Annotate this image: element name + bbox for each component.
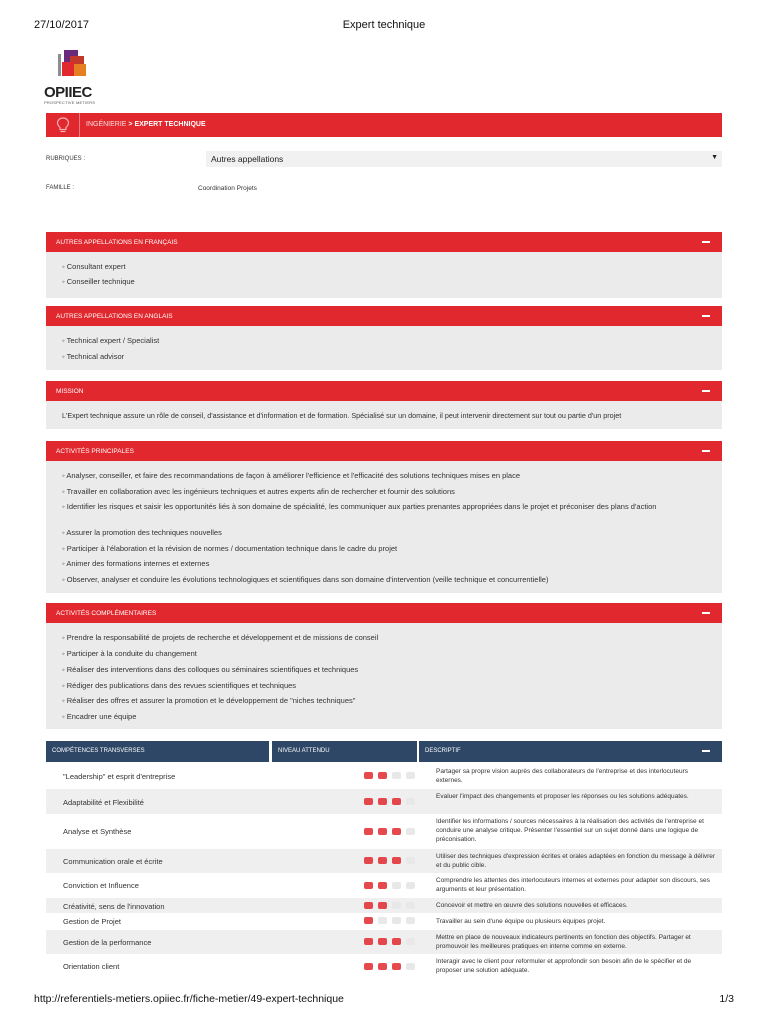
list-item: ◦ Technical expert / Specialist — [62, 336, 160, 345]
level-dot-empty — [406, 938, 415, 945]
table-row — [46, 930, 722, 954]
collapse-icon[interactable] — [702, 241, 710, 243]
level-indicator — [318, 772, 378, 779]
breadcrumb-parent-link[interactable]: INGÉNIERIE — [86, 121, 127, 128]
famille-label: FAMILLE : — [46, 185, 75, 191]
list-item: ◦ Participer à l'élaboration et la révision de normes / documentation technique dans le cadre du projet — [62, 544, 398, 553]
level-dot-filled — [378, 828, 387, 835]
list-item: ◦ Rédiger des publications dans des revues scientifiques et techniques — [62, 681, 297, 690]
level-indicator — [318, 963, 378, 970]
collapse-icon[interactable] — [702, 450, 710, 452]
level-dot-filled — [364, 963, 373, 970]
section-title: AUTRES APPELLATIONS EN FRANÇAIS — [56, 239, 178, 246]
section-title: MISSION — [56, 388, 84, 395]
section-activites-complementaires-body — [46, 623, 722, 729]
competence-desc: Utiliser des techniques d'expression écrites et orales adaptées en fonction du message à délivrer et du public cible. — [436, 853, 716, 869]
breadcrumb-icon-box — [46, 113, 80, 137]
level-indicator — [318, 857, 378, 864]
level-dot-filled — [364, 917, 373, 924]
section-appellations-fr-header[interactable] — [46, 232, 722, 252]
level-indicator — [318, 902, 378, 909]
competence-desc: Partager sa propre vision auprès des collaborateurs de l'entreprise et des interlocuteurs externes. — [436, 768, 688, 784]
opiiec-logo[interactable] — [44, 48, 104, 104]
competence-name: Orientation client — [63, 962, 120, 971]
list-item: ◦ Technical advisor — [62, 352, 125, 361]
section-activites-principales-body — [46, 461, 722, 593]
competence-name: Gestion de Projet — [63, 917, 121, 926]
competence-name: "Leadership" et esprit d'entreprise — [63, 772, 176, 781]
competence-desc: Interagir avec le client pour reformuler et approfondir son besoin afin de le spécifier et de proposer une solution adéquate. — [436, 958, 692, 974]
level-dot-empty — [378, 917, 387, 924]
mission-text: L'Expert technique assure un rôle de conseil, d'assistance et d'information et de formation. Spécialisé sur un domaine, il peut intervenir directement sur tout ou partie d'un projet — [62, 411, 622, 420]
level-dot-filled — [364, 902, 373, 909]
section-activites-principales — [46, 441, 722, 593]
rubriques-select[interactable] — [206, 151, 722, 167]
level-dot-filled — [364, 798, 373, 805]
section-mission-body — [46, 401, 722, 429]
level-dot-empty — [406, 857, 415, 864]
level-indicator — [318, 828, 378, 835]
level-dot-filled — [392, 798, 401, 805]
breadcrumb-current: EXPERT TECHNIQUE — [134, 121, 206, 128]
section-appellations-fr — [46, 232, 722, 298]
list-item: ◦ Réaliser des interventions dans des colloques ou séminaires scientifiques et techniques — [62, 665, 359, 674]
level-dot-filled — [392, 963, 401, 970]
competence-name: Communication orale et écrite — [63, 857, 163, 866]
section-appellations-en-body — [46, 326, 722, 370]
level-dot-empty — [406, 963, 415, 970]
level-indicator — [318, 917, 378, 924]
competence-name: Gestion de la performance — [63, 938, 152, 947]
level-dot-filled — [364, 938, 373, 945]
competence-desc: Comprendre les attentes des interlocuteurs internes et externes pour adapter son discours, ses arguments et leur présentation. — [436, 877, 710, 893]
breadcrumb — [46, 113, 722, 137]
print-date: 27/10/2017 — [34, 19, 90, 31]
list-item: ◦ Réaliser des offres et assurer la promotion et le développement de "niches techniques" — [62, 696, 356, 705]
list-item: ◦ Consultant expert — [62, 262, 126, 271]
level-dot-filled — [364, 828, 373, 835]
competences-header-name: COMPÉTENCES TRANSVERSES — [46, 741, 269, 762]
table-row — [46, 874, 722, 897]
section-mission — [46, 381, 722, 429]
logo-subtitle: PROSPECTIVE METIERS — [44, 100, 96, 105]
collapse-icon[interactable] — [702, 315, 710, 317]
section-appellations-en — [46, 306, 722, 370]
list-item: ◦ Observer, analyser et conduire les évolutions technologiques et scientifiques dans son domaine d'intervention (veille technique et concurrentielle) — [62, 575, 549, 584]
level-dot-filled — [392, 938, 401, 945]
logo-word: OPIIEC — [44, 84, 92, 101]
list-item: ◦ Animer des formations internes et externes — [62, 559, 210, 568]
section-activites-complementaires — [46, 603, 722, 729]
dropdown-arrow-icon: ▼ — [711, 154, 718, 161]
level-indicator — [318, 798, 378, 805]
section-appellations-en-header[interactable] — [46, 306, 722, 326]
section-title: ACTIVITÉS COMPLÉMENTAIRES — [56, 610, 157, 617]
table-row — [46, 789, 722, 814]
level-dot-empty — [406, 882, 415, 889]
level-dot-empty — [406, 772, 415, 779]
level-dot-filled — [378, 938, 387, 945]
level-dot-filled — [378, 798, 387, 805]
competence-desc: Evaluer l'impact des changements et proposer les réponses ou les solutions adéquates. — [436, 793, 689, 800]
section-title: AUTRES APPELLATIONS EN ANGLAIS — [56, 313, 173, 320]
level-dot-empty — [406, 917, 415, 924]
level-dot-empty — [406, 828, 415, 835]
section-appellations-fr-body — [46, 252, 722, 298]
table-row — [46, 898, 722, 913]
competences-header-desc[interactable]: DESCRIPTIF — [419, 741, 722, 762]
rubriques-label: RUBRIQUES : — [46, 156, 86, 162]
level-dot-filled — [392, 857, 401, 864]
level-dot-filled — [378, 857, 387, 864]
list-item: ◦ Conseiller technique — [62, 277, 135, 286]
print-page-number: 1/3 — [719, 993, 734, 1005]
lightbulb-icon — [56, 117, 70, 133]
competence-desc: Travailler au sein d'une équipe ou plusieurs équipes projet. — [436, 918, 606, 925]
level-dot-filled — [378, 963, 387, 970]
section-activites-principales-header[interactable] — [46, 441, 722, 461]
table-row — [46, 955, 722, 979]
competence-desc: Concevoir et mettre en œuvre des solutions nouvelles et efficaces. — [436, 902, 628, 909]
level-dot-filled — [392, 828, 401, 835]
print-url[interactable]: http://referentiels-metiers.opiiec.fr/fiche-metier/49-expert-technique — [34, 993, 344, 1005]
level-indicator — [318, 882, 378, 889]
level-dot-filled — [364, 772, 373, 779]
famille-value: Coordination Projets — [198, 185, 257, 192]
level-dot-empty — [392, 917, 401, 924]
section-title: ACTIVITÉS PRINCIPALES — [56, 448, 134, 455]
list-item: ◦ Participer à la conduite du changement — [62, 649, 197, 658]
level-dot-filled — [378, 882, 387, 889]
level-dot-empty — [406, 902, 415, 909]
section-activites-complementaires-header[interactable] — [46, 603, 722, 623]
list-item: ◦ Travailler en collaboration avec les ingénieurs techniques et autres experts afin de rechercher et fournir des solutions — [62, 487, 455, 496]
table-row — [46, 849, 722, 873]
logo-mark-icon — [50, 48, 90, 84]
level-dot-empty — [392, 772, 401, 779]
competence-desc: Identifier les informations / sources nécessaires à la réalisation des activités de l'entreprise et conduire une analyse critique. Présenter l'essentiel sur un sujet donné dans une logique de préconisation. — [436, 818, 704, 843]
list-item: ◦ Prendre la responsabilité de projets de recherche et développement et de missions de conseil — [62, 633, 379, 642]
competence-name: Analyse et Synthèse — [63, 827, 132, 836]
level-indicator — [318, 938, 378, 945]
table-row — [46, 914, 722, 929]
print-header — [0, 0, 768, 40]
section-mission-header[interactable] — [46, 381, 722, 401]
competence-name: Créativité, sens de l'innovation — [63, 902, 165, 911]
level-dot-empty — [392, 902, 401, 909]
competence-name: Conviction et Influence — [63, 881, 139, 890]
collapse-icon[interactable] — [702, 390, 710, 392]
level-dot-filled — [378, 902, 387, 909]
list-item: ◦ Assurer la promotion des techniques nouvelles — [62, 528, 222, 537]
collapse-icon[interactable] — [702, 612, 710, 614]
list-item: ◦ Identifier les risques et saisir les opportunités liés à son domaine de spécialité, les communiquer aux parties prenantes appropriées dans le projet et préconiser des plans d'action — [62, 502, 657, 511]
level-dot-empty — [406, 798, 415, 805]
level-dot-filled — [364, 882, 373, 889]
collapse-icon[interactable] — [702, 750, 710, 752]
table-row — [46, 764, 722, 788]
level-dot-filled — [364, 857, 373, 864]
level-dot-filled — [378, 772, 387, 779]
print-title: Expert technique — [342, 19, 426, 31]
list-item: ◦ Analyser, conseiller, et faire des recommandations de façon à améliorer l'efficience et l'efficacité des solutions techniques mises en place — [62, 471, 521, 480]
list-item: ◦ Encadrer une équipe — [62, 712, 137, 721]
competences-header-level: NIVEAU ATTENDU — [272, 741, 417, 762]
competence-desc: Mettre en place de nouveaux indicateurs pertinents en fonction des objectifs. Partager et promouvoir les meilleures pratiques en interne comme en externe. — [436, 934, 691, 950]
competence-name: Adaptabilité et Flexibilité — [63, 798, 144, 807]
breadcrumb-separator: > — [128, 121, 133, 128]
rubriques-selected-value: Autres appellations — [211, 154, 284, 164]
table-row — [46, 815, 722, 848]
level-dot-empty — [392, 882, 401, 889]
